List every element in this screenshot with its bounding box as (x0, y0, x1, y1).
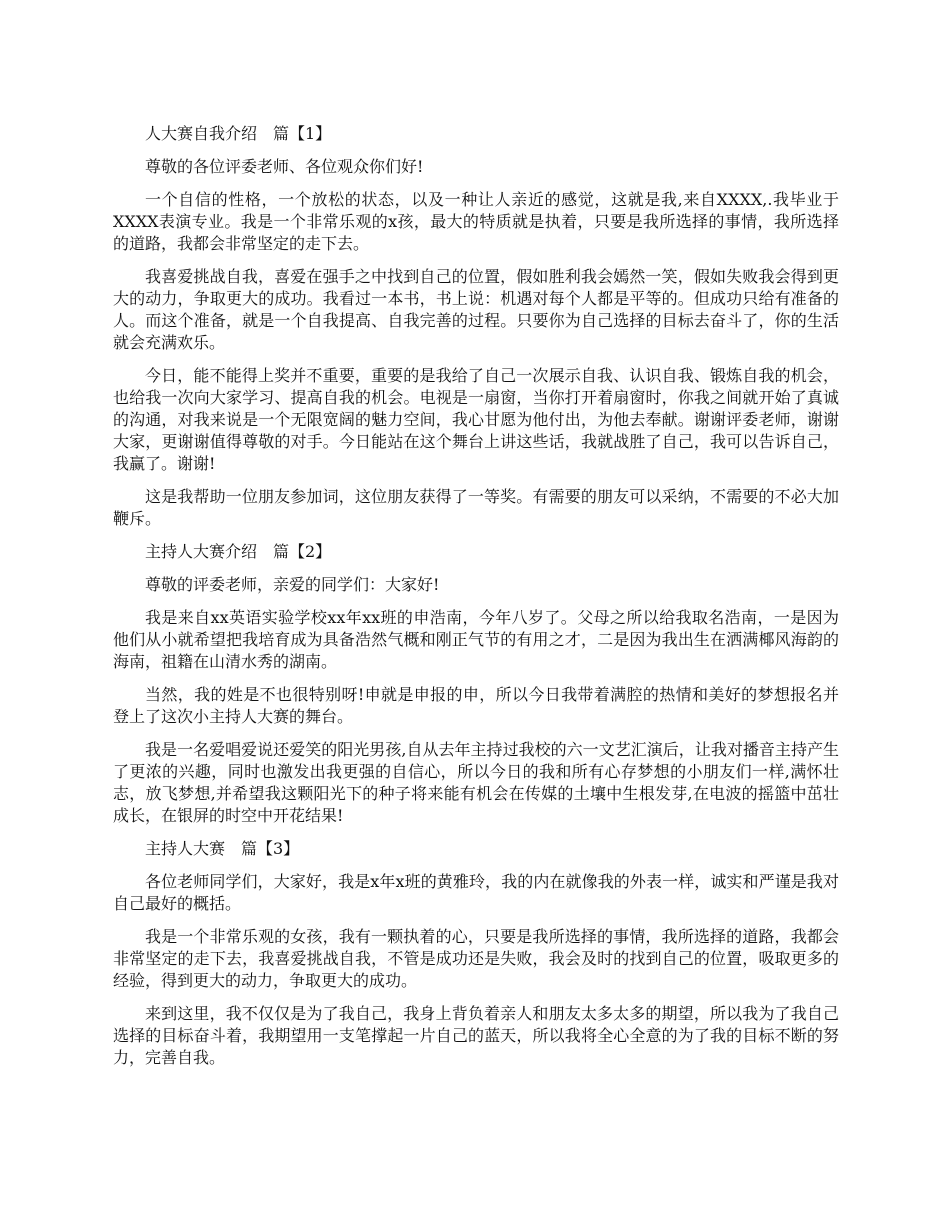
paragraph: 我喜爱挑战自我，喜爱在强手之中找到自己的位置，假如胜利我会嫣然一笑，假如失败我会得到更大的动力，争取更大的成功。我看过一本书，书上说：机遇对每个人都是平等的。但成功只给有准备的人。而这个准备，就是一个自我提高、自我完善的过程。只要你为自己选择的目标去奋斗了，你的生活就会充满欢乐。 (113, 267, 839, 352)
paragraph: 今日，能不能得上奖并不重要，重要的是我给了自己一次展示自我、认识自我、锻炼自我的机会，也给我一次向大家学习、提高自我的机会。电视是一扇窗，当你打开着扇窗时，你我之间就开始了真诚的沟通，对我来说是一个无限宽阔的魅力空间，我心甘愿为他付出，为他去奉献。谢谢评委老师，谢谢大家，更谢谢值得尊敬的对手。今日能站在这个舞台上讲这些话，我就战胜了自己，我可以告诉自己，我赢了。谢谢! (113, 366, 839, 473)
document-body (113, 123, 839, 1080)
paragraph: 一个自信的性格，一个放松的状态，以及一种让人亲近的感觉，这就是我,来自XXXX,.我毕业于XXXX表演专业。我是一个非常乐观的x孩，最大的特质就是执着，只要是我所选择的事情，我所选择的道路，我都会非常坚定的走下去。 (113, 190, 839, 253)
section-heading-1: 人大赛自我介绍 篇【1】 (145, 124, 332, 143)
paragraph: 当然，我的姓是不也很特别呀!申就是申报的申，所以今日我带着满腔的热情和美好的梦想报名并登上了这次小主持人大赛的舞台。 (113, 685, 839, 726)
paragraph: 各位老师同学们，大家好，我是x年x班的黄雅玲，我的内在就像我的外表一样，诚实和严谨是我对自己最好的概括。 (113, 872, 839, 913)
paragraph: 尊敬的评委老师，亲爱的同学们：大家好! (145, 575, 440, 594)
section-heading-3: 主持人大赛 篇【3】 (145, 839, 300, 858)
section-heading-2: 主持人大赛介绍 篇【2】 (145, 542, 332, 561)
paragraph: 我是一个非常乐观的女孩，我有一颗执着的心，只要是我所选择的事情，我所选择的道路，我都会非常坚定的走下去，我喜爱挑战自我，不管是成功还是失败，我会及时的找到自己的位置，吸取更多的经验，得到更大的动力，争取更大的成功。 (113, 927, 839, 990)
paragraph: 我是一名爱唱爱说还爱笑的阳光男孩,自从去年主持过我校的六一文艺汇演后，让我对播音主持产生了更浓的兴趣，同时也激发出我更强的自信心，所以今日的我和所有心存梦想的小朋友们一样,满怀壮志，放飞梦想,并希望我这颗阳光下的种子将来能有机会在传媒的土壤中生根发芽,在电波的摇篮中茁壮成长，在银屏的时空中开花结果! (113, 740, 839, 825)
paragraph: 尊敬的各位评委老师、各位观众你们好! (145, 157, 424, 176)
paragraph: 来到这里，我不仅仅是为了我自己，我身上背负着亲人和朋友太多太多的期望，所以我为了我自己选择的目标奋斗着，我期望用一支笔撑起一片自己的蓝天，所以我将全心全意的为了我的目标不断的努力，完善自我。 (113, 1004, 839, 1067)
paragraph: 这是我帮助一位朋友参加词，这位朋友获得了一等奖。有需要的朋友可以采纳，不需要的不必大加鞭斥。 (113, 487, 839, 528)
paragraph: 我是来自xx英语实验学校xx年xx班的申浩南，今年八岁了。父母之所以给我取名浩南，一是因为他们从小就希望把我培育成为具备浩然气概和刚正气节的有用之才，二是因为我出生在洒满椰风海韵的海南，祖籍在山清水秀的湖南。 (113, 608, 839, 671)
